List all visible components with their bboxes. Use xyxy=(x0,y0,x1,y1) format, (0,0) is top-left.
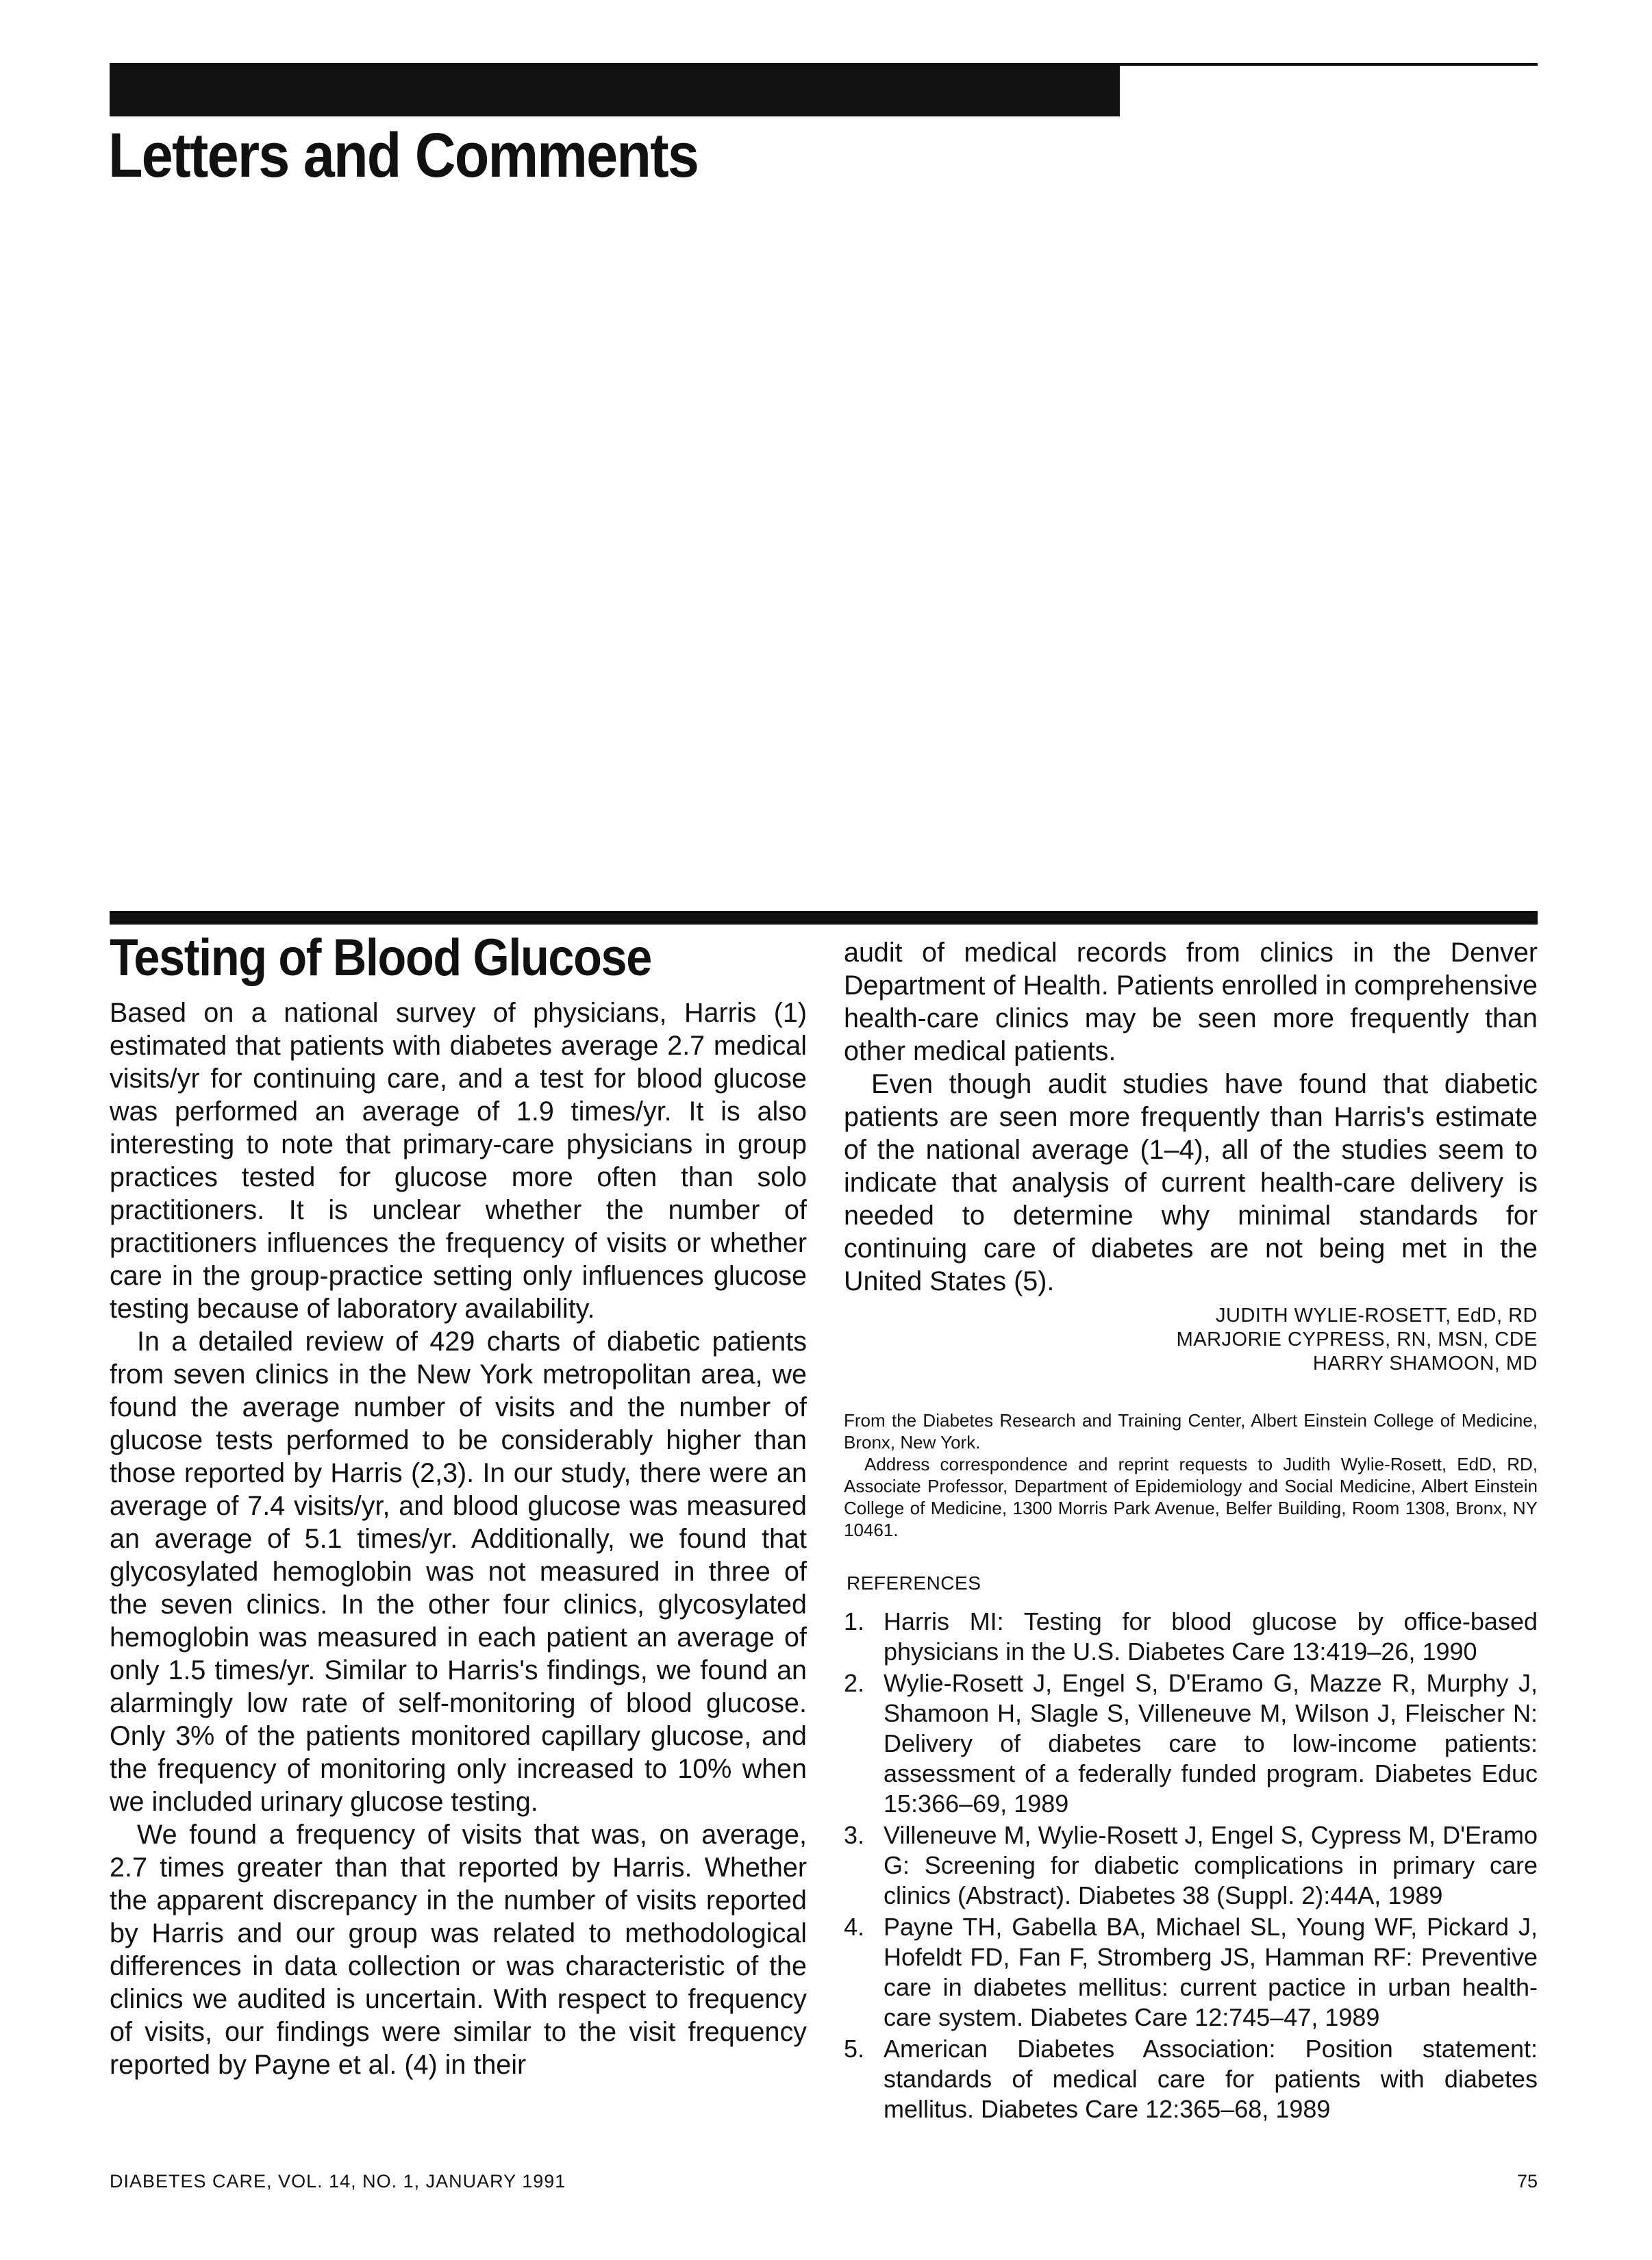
section-header: Letters and Comments xyxy=(108,121,699,190)
author-signature xyxy=(844,1304,1538,1376)
reference-number: 1. xyxy=(844,1607,865,1635)
references-list xyxy=(844,1607,1538,2126)
correspondence: Address correspondence and reprint requests to Judith Wylie-Rosett, EdD, RD, Associate Professor, Department of Epidemiology and Social Medicine, Albert Einstein College of Medicine, 1300 Morris Park Avenue, Belfer Building, Room 1308, Bronx, NY 10461. xyxy=(844,1454,1538,1540)
page-number: 75 xyxy=(1516,2171,1538,2192)
reference-text: Payne TH, Gabella BA, Michael SL, Young WF, Pickard J, Hofeldt FD, Fan F, Stromberg JS, Hamman RF: Preventive care in diabetes mellitus: current pactice in urban health-care system. Diabetes Care 12:745–47, 1989 xyxy=(884,1913,1538,2031)
reference-item xyxy=(844,1668,1538,1819)
author-name: JUDITH WYLIE-ROSETT, EdD, RD xyxy=(1216,1305,1538,1327)
reference-text: Villeneuve M, Wylie-Rosett J, Engel S, Cypress M, D'Eramo G: Screening for diabetic complications in primary care clinics (Abstract). Diabetes 38 (Suppl. 2):44A, 1989 xyxy=(884,1821,1538,1909)
body-paragraph: We found a frequency of visits that was, on average, 2.7 times greater than that reported by Harris. Whether the apparent discrepancy in the number of visits reported by Harris and our group was related to methodological differences in data collection or was characteristic of the clinics we audited is uncertain. With respect to frequency of visits, our findings were similar to the visit frequency reported by Payne et al. (4) in their xyxy=(110,1820,807,2080)
journal-footer: DIABETES CARE, VOL. 14, NO. 1, JANUARY 1991 xyxy=(110,2171,566,2192)
reference-number: 2. xyxy=(844,1669,865,1697)
header-rule xyxy=(1120,63,1538,66)
reference-number: 5. xyxy=(844,2035,865,2063)
body-paragraph: Based on a national survey of physicians, Harris (1) estimated that patients with diabetes average 2.7 medical visits/yr for continuing care, and a test for blood glucose was performed an average of 1.9 times/yr. It is also interesting to note that primary-care physicians in group practices tested for glucose more often than solo practitioners. It is unclear whether the number of practitioners influences the frequency of visits or whether care in the group-practice setting only influences glucose testing because of laboratory availability. xyxy=(110,998,807,1324)
article-divider-bar xyxy=(110,911,1538,925)
reference-item xyxy=(844,1607,1538,1667)
reference-text: Wylie-Rosett J, Engel S, D'Eramo G, Mazze R, Murphy J, Shamoon H, Slagle S, Villeneuve M, Wilson J, Fleischer N: Delivery of diabetes care to low-income patients: assessment of a federally funded program. Diabetes Educ 15:366–69, 1989 xyxy=(884,1669,1538,1818)
body-paragraph: In a detailed review of 429 charts of diabetic patients from seven clinics in the New York metropolitan area, we found the average number of visits and the number of glucose tests performed to be considerably higher than those reported by Harris (2,3). In our study, there were an average of 7.4 visits/yr, and blood glucose was measured an average of 5.1 times/yr. Additionally, we found that glycosylated hemoglobin was not measured in three of the seven clinics. In the other four clinics, glycosylated hemoglobin was measured in each patient an average of only 1.5 times/yr. Similar to Harris's findings, we found an alarmingly low rate of self-monitoring of blood glucose. Only 3% of the patients monitored capillary glucose, and the frequency of monitoring only increased to 10% when we included urinary glucose testing. xyxy=(110,1327,807,1817)
reference-text: American Diabetes Association: Position statement: standards of medical care for patients with diabetes mellitus. Diabetes Care 12:365–68, 1989 xyxy=(884,2035,1538,2123)
reference-item xyxy=(844,2034,1538,2124)
left-column xyxy=(110,996,807,2081)
author-name: HARRY SHAMOON, MD xyxy=(1312,1353,1538,1374)
affiliation: From the Diabetes Research and Training Center, Albert Einstein College of Medicine, Bronx, New York. xyxy=(844,1410,1538,1453)
reference-number: 3. xyxy=(844,1821,865,1849)
article-title: Testing of Blood Glucose xyxy=(110,929,651,987)
reference-text: Harris MI: Testing for blood glucose by office-based physicians in the U.S. Diabetes Care 13:419–26, 1990 xyxy=(884,1607,1538,1666)
right-column xyxy=(844,936,1538,1298)
author-name: MARJORIE CYPRESS, RN, MSN, CDE xyxy=(1176,1329,1538,1351)
references-heading: REFERENCES xyxy=(847,1572,981,1594)
reference-item xyxy=(844,1820,1538,1911)
body-paragraph: Even though audit studies have found that diabetic patients are seen more frequently than Harris's estimate of the national average (1–4), all of the studies seem to indicate that analysis of current health-care delivery is needed to determine why minimal standards for continuing care of diabetes are not being met in the United States (5). xyxy=(844,1069,1538,1296)
reference-item xyxy=(844,1912,1538,2033)
affiliation-block xyxy=(844,1409,1538,1541)
body-paragraph: audit of medical records from clinics in the Denver Department of Health. Patients enrolled in comprehensive health-care clinics may be seen more frequently than other medical patients. xyxy=(844,938,1538,1066)
reference-number: 4. xyxy=(844,1913,865,1941)
header-black-bar xyxy=(110,63,1120,116)
